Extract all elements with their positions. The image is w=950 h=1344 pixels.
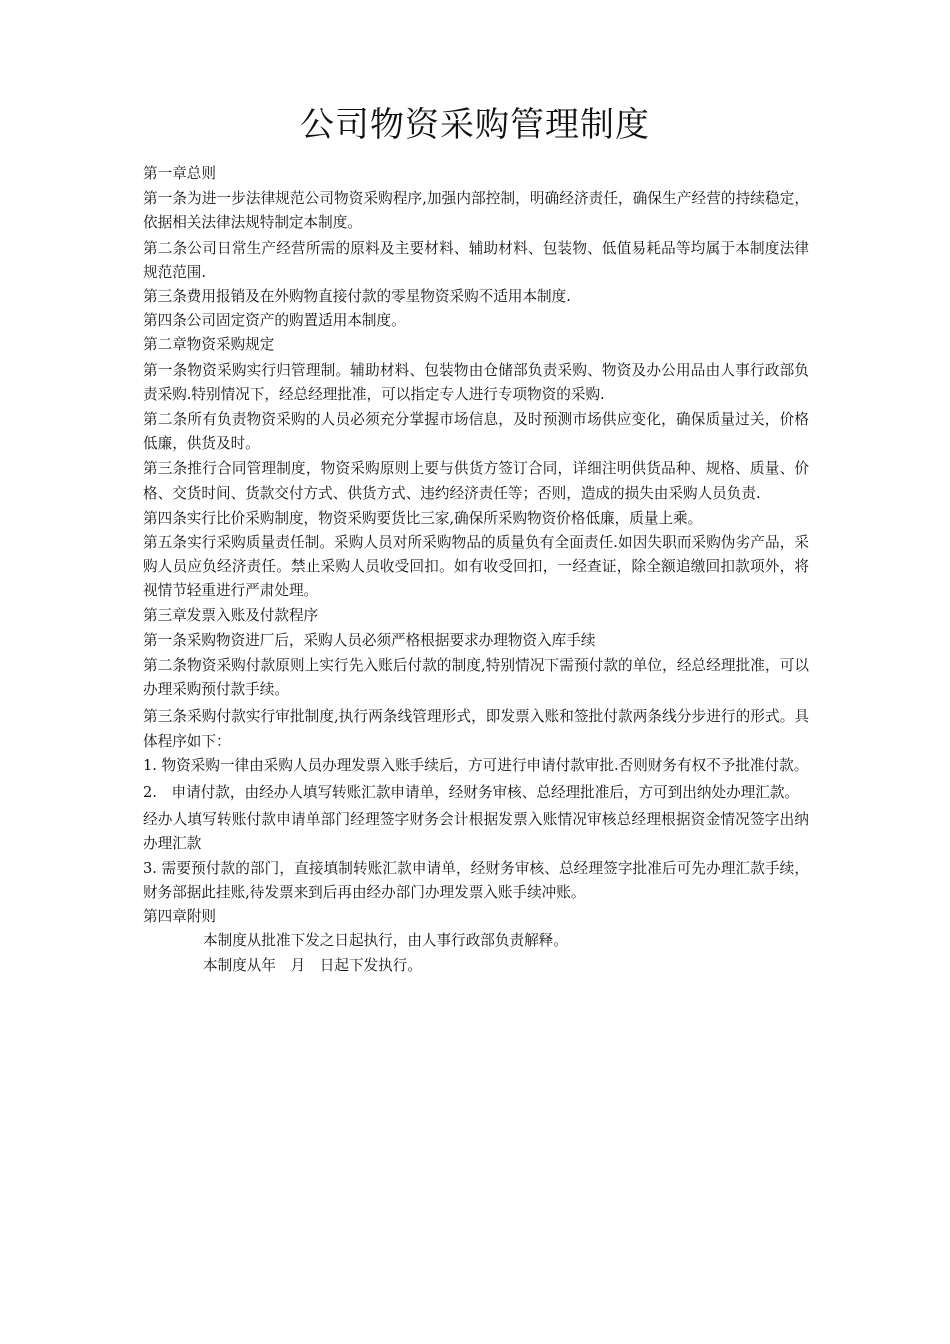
chapter-heading: 第二章物资采购规定 [143, 336, 275, 354]
article-paragraph: 第三条费用报销及在外购物直接付款的零星物资采购不适用本制度. [143, 288, 571, 306]
document-body [143, 162, 809, 978]
article-paragraph: 第三条推行合同管理制度，物资采购原则上要与供货方签订合同，详细注明供货品种、规格、质量、价格、交货时间、货款交付方式、供货方式、违约经济责任等；否则，造成的损失由采购人员负责. [143, 460, 809, 502]
article-paragraph: 第一条采购物资进厂后，采购人员必须严格根据要求办理物资入库手续 [143, 631, 596, 649]
article-paragraph: 第二条物资采购付款原则上实行先入账后付款的制度,特别情况下需预付款的单位，经总经理批准，可以办理采购预付款手续。 [143, 657, 809, 699]
document-title: 公司物资采购管理制度 [300, 105, 650, 145]
closing-paragraph: 本制度从批准下发之日起执行，由人事行政部负责解释。 [203, 932, 568, 950]
procedure-flow: 经办人填写转账付款申请单部门经理签字财务会计根据发票入账情况审核总经理根据资金情况签字出纳办理汇款 [143, 811, 809, 853]
article-paragraph: 第五条实行采购质量责任制。采购人员对所采购物品的质量负有全面责任.如因失职而采购伪劣产品，采购人员应负经济责任。禁止采购人员收受回扣。如有收受回扣，一经查证，除全额追缴回扣款项外，将视情节轻重进行严肃处理。 [143, 534, 809, 600]
procedure-step: 3. 需要预付款的部门，直接填制转账汇款申请单，经财务审核、总经理签字批准后可先办理汇款手续，财务部据此挂账,待发票来到后再由经办部门办理发票入账手续冲账。 [143, 859, 809, 901]
chapter-heading: 第三章发票入账及付款程序 [143, 606, 319, 624]
article-paragraph: 第二条所有负责物资采购的人员必须充分掌握市场信息，及时预测市场供应变化，确保质量过关，价格低廉，供货及时。 [143, 411, 809, 453]
chapter-heading: 第一章总则 [143, 165, 216, 182]
article-paragraph: 第四条公司固定资产的购置适用本制度。 [143, 312, 406, 330]
article-paragraph: 第一条物资采购实行归管理制。辅助材料、包装物由仓储部负责采购、物资及办公用品由人事行政部负责采购.特别情况下，经总经理批准，可以指定专人进行专项物资的采购. [143, 361, 809, 403]
article-paragraph: 第二条公司日常生产经营所需的原料及主要材料、辅助材料、包装物、低值易耗品等均属于本制度法律规范范围. [143, 239, 809, 281]
chapter-heading: 第四章附则 [143, 908, 216, 926]
article-paragraph: 第一条为进一步法律规范公司物资采购程序,加强内部控制，明确经济责任，确保生产经营的持续稳定，依据相关法律法规特制定本制度。 [143, 190, 809, 232]
closing-paragraph: 本制度从年 月 日起下发执行。 [203, 956, 422, 974]
procedure-step: 2. 申请付款，由经办人填写转账汇款申请单，经财务审核、总经理批准后，方可到出纳处办理汇款。 [143, 784, 800, 802]
article-paragraph: 第三条采购付款实行审批制度,执行两条线管理形式，即发票入账和签批付款两条线分步进行的形式。具体程序如下： [143, 708, 809, 750]
article-paragraph: 第四条实行比价采购制度，物资采购要货比三家,确保所采购物资价格低廉，质量上乘。 [143, 509, 703, 527]
procedure-step: 1. 物资采购一律由采购人员办理发票入账手续后，方可进行申请付款审批.否则财务有权不予批准付款。 [143, 756, 809, 774]
